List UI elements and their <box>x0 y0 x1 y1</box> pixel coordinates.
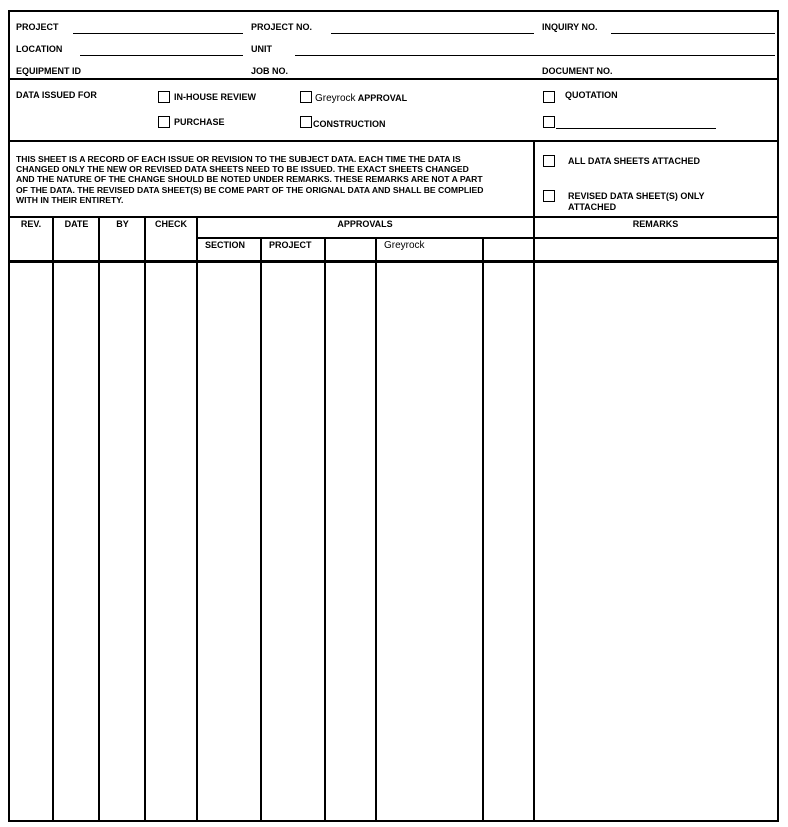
notice-text <box>16 154 531 205</box>
col-divider <box>533 217 535 820</box>
quotation-label: QUOTATION <box>565 90 618 100</box>
quotation-checkbox[interactable] <box>543 91 555 103</box>
col-divider <box>196 217 198 820</box>
date-entry-area[interactable] <box>55 264 97 817</box>
in-house-review-label: IN-HOUSE REVIEW <box>174 92 257 102</box>
col-divider <box>98 217 100 820</box>
construction-label: CONSTRUCTION <box>313 119 386 129</box>
approvals-header: APPROVALS <box>337 219 393 229</box>
col-check-header: CHECK <box>154 219 187 229</box>
revised-sheets-label-2: ATTACHED <box>568 202 617 212</box>
construction-checkbox[interactable] <box>300 116 312 128</box>
notice-line: THIS SHEET IS A RECORD OF EACH ISSUE OR REVISION TO THE SUBJECT DATA. EACH TIME THE DATA IS <box>16 154 461 164</box>
project-no-field[interactable] <box>331 33 534 34</box>
col-divider <box>52 217 54 820</box>
unit-field[interactable] <box>295 55 775 56</box>
approvals-subheader-line <box>197 237 778 239</box>
col-rev-header: REV. <box>20 219 42 229</box>
subcol-divider <box>482 238 484 820</box>
by-entry-area[interactable] <box>101 264 143 817</box>
in-house-review-checkbox[interactable] <box>158 91 170 103</box>
job-no-label: JOB NO. <box>251 66 289 76</box>
col-divider <box>144 217 146 820</box>
remarks-header: REMARKS <box>632 219 679 229</box>
revised-sheets-label-1: REVISED DATA SHEET(S) ONLY <box>568 191 705 201</box>
location-label: LOCATION <box>16 44 63 54</box>
section-entry-area[interactable] <box>199 264 259 817</box>
col-by-header: BY <box>116 219 129 229</box>
subcol-divider <box>375 238 377 820</box>
col-date-header: DATE <box>64 219 89 229</box>
all-data-sheets-checkbox[interactable] <box>543 155 555 167</box>
purchase-checkbox[interactable] <box>158 116 170 128</box>
other-field[interactable] <box>556 128 716 129</box>
col-section-header: SECTION <box>205 240 246 250</box>
subcol-divider <box>260 238 262 820</box>
project-field[interactable] <box>73 33 243 34</box>
equipment-id-label: EQUIPMENT ID <box>16 66 82 76</box>
all-data-sheets-label: ALL DATA SHEETS ATTACHED <box>568 156 700 166</box>
other-checkbox[interactable] <box>543 116 555 128</box>
subcol-divider <box>324 238 326 820</box>
purchase-label: PURCHASE <box>174 117 225 127</box>
table-top-border <box>8 216 778 218</box>
approval-blank-entry-area[interactable] <box>327 264 374 817</box>
greyrock-entry-area[interactable] <box>378 264 481 817</box>
data-issued-for-label: DATA ISSUED FOR <box>16 90 97 100</box>
table-header-bottom <box>8 260 778 263</box>
header-divider <box>8 78 778 80</box>
notice-line: OF THE DATA. THE REVISED DATA SHEET(S) BE COME PART OF THE ORIGNAL DATA AND SHALL BE COMPLIED <box>16 184 484 195</box>
notice-divider <box>533 141 535 217</box>
inquiry-no-label: INQUIRY NO. <box>542 22 598 32</box>
project-entry-area[interactable] <box>263 264 323 817</box>
project-label: PROJECT <box>16 22 59 32</box>
location-field[interactable] <box>80 55 243 56</box>
revised-sheets-checkbox[interactable] <box>543 190 555 202</box>
unit-label: UNIT <box>251 44 272 54</box>
inquiry-no-field[interactable] <box>611 33 775 34</box>
approval-extra-entry-area[interactable] <box>485 264 532 817</box>
notice-line: AND THE NATURE OF THE CHANGE SHOULD BE NOTED UNDER REMARKS. THESE REMARKS ARE NOT A PART <box>16 174 483 185</box>
greyrock-approval-checkbox[interactable] <box>300 91 312 103</box>
rev-entry-area[interactable] <box>10 264 52 817</box>
notice-line: WITH IN THEIR ENTIRETY. <box>16 194 124 205</box>
document-no-label: DOCUMENT NO. <box>542 66 613 76</box>
issued-divider <box>8 140 778 142</box>
approval-suffix: APPROVAL <box>355 93 408 103</box>
project-no-label: PROJECT NO. <box>251 22 313 32</box>
check-entry-area[interactable] <box>147 264 195 817</box>
col-project-header: PROJECT <box>269 240 312 250</box>
remarks-entry-area[interactable] <box>536 264 774 817</box>
col-greyrock-header: Greyrock <box>384 240 425 251</box>
notice-line: CHANGED ONLY THE NEW OR REVISED DATA SHEETS NEED TO BE ISSUED. THE EXACT SHEETS CHANGED <box>16 164 469 175</box>
greyrock-approval-label <box>315 92 407 105</box>
greyrock-brand: Greyrock <box>315 93 356 104</box>
